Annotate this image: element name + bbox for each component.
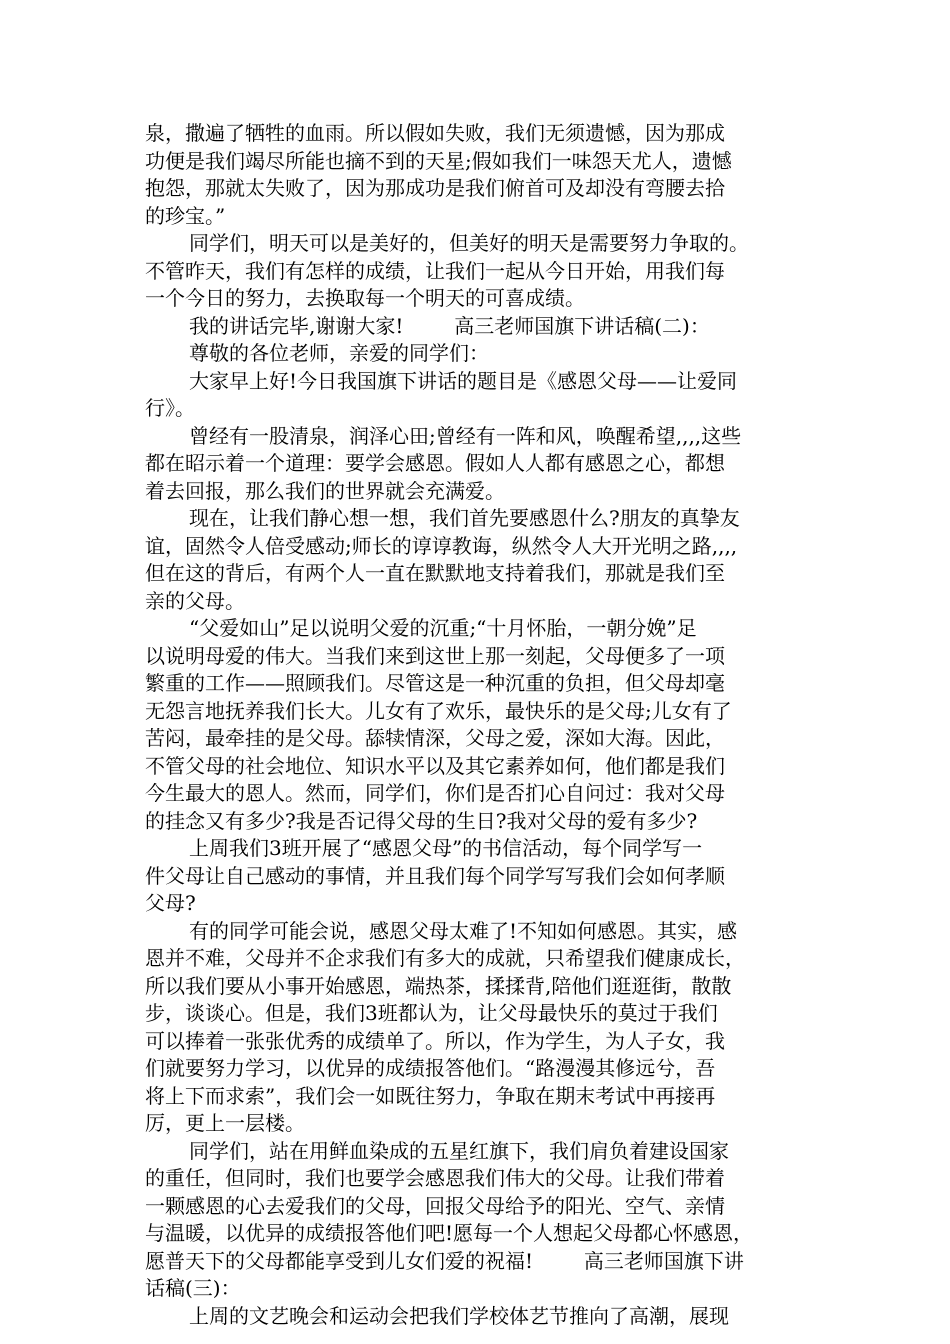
text-line: 上周我们3班开展了“感恩父母”的书信活动，每个同学写一 — [189, 836, 703, 860]
text-line: 的挂念又有多少?我是否记得父母的生日?我对父母的爱有多少? — [145, 808, 698, 833]
text-line: 步，谈谈心。但是，我们3班都认为，让父母最快乐的莫过于我们 — [145, 1001, 718, 1025]
text-line: 有的同学可能会说，感恩父母太难了!不知如何感恩。其实，感 — [189, 918, 738, 943]
text-line: 的重任，但同时，我们也要学会感恩我们伟大的父母。让我们带着 — [145, 1166, 725, 1190]
text-line: 谊，固然令人倍受感动;师长的谆谆教诲，纵然令人大开光明之路,,,, — [145, 533, 738, 558]
text-line: 繁重的工作——照顾我们。尽管这是一种沉重的负担，但父母却毫 — [145, 671, 725, 695]
text-line: 们就要努力学习，以优异的成绩报答他们。“路漫漫其修远兮，吾 — [145, 1056, 716, 1080]
text-line: 愿普天下的父母都能享受到儿女们爱的祝福! 高三老师国旗下讲 — [145, 1248, 744, 1273]
text-line: 亲的父母。 — [145, 588, 245, 613]
text-line: 都在昭示着一个道理：要学会感恩。假如人人都有感恩之心，都想 — [145, 451, 725, 475]
text-line: 着去回报，那么我们的世界就会充满爱。 — [145, 478, 505, 503]
text-line: 我的讲话完毕,谢谢大家! 高三老师国旗下讲话稿(二)： — [189, 313, 710, 338]
text-line: 大家早上好!今日我国旗下讲话的题目是《感恩父母——让爱同 — [189, 368, 738, 393]
text-line: 抱怨，那就太失败了，因为那成功是我们俯首可及却没有弯腰去拾 — [145, 176, 725, 200]
text-line: 可以捧着一张张优秀的成绩单了。所以，作为学生，为人子女，我 — [145, 1028, 725, 1053]
text-line: 所以我们要从小事开始感恩，端热茶，揉揉背,陪他们逛逛街，散散 — [145, 973, 732, 998]
text-line: 件父母让自己感动的事情，并且我们每个同学写写我们会如何孝顺 — [145, 863, 725, 888]
text-line: 厉，更上一层楼。 — [145, 1111, 305, 1135]
text-line: 功便是我们竭尽所能也摘不到的天星;假如我们一味怨天尤人，遗憾 — [145, 148, 732, 173]
text-line: 将上下而求索”，我们会一如既往努力，争取在期末考试中再接再 — [145, 1083, 716, 1108]
text-line: 尊敬的各位老师，亲爱的同学们： — [189, 341, 489, 365]
text-line: 的珍宝。” — [145, 203, 226, 228]
text-line: “父爱如山”足以说明父爱的沉重;“十月怀胎，一朝分娩”足 — [189, 616, 697, 640]
text-line: 今生最大的恩人。然而，同学们，你们是否扪心自问过：我对父母 — [145, 781, 725, 805]
text-line: 与温暖，以优异的成绩报答他们吧!愿每一个人想起父母都心怀感恩， — [145, 1221, 754, 1245]
text-line: 恩并不难，父母并不企求我们有多大的成就，只希望我们健康成长， — [145, 946, 745, 970]
text-line: 父母? — [145, 891, 196, 915]
document-page — [145, 120, 820, 1330]
text-line: 苦闷，最牵挂的是父母。舔犊情深，父母之爱，深如大海。因此， — [145, 726, 725, 750]
text-line: 不管昨天，我们有怎样的成绩，让我们一起从今日开始，用我们每 — [145, 258, 725, 283]
text-line: 一个今日的努力，去换取每一个明天的可喜成绩。 — [145, 286, 585, 310]
text-line: 泉，撒遍了牺牲的血雨。所以假如失败，我们无须遗憾，因为那成 — [145, 121, 725, 145]
text-line: 以说明母爱的伟大。当我们来到这世上那一刻起，父母便多了一项 — [145, 643, 725, 668]
text-line: 无怨言地抚养我们长大。儿女有了欢乐，最快乐的是父母;儿女有了 — [145, 698, 732, 723]
text-line: 一颗感恩的心去爱我们的父母，回报父母给予的阳光、空气、亲情 — [145, 1193, 725, 1218]
text-line: 不管父母的社会地位、知识水平以及其它素养如何，他们都是我们 — [145, 753, 725, 778]
text-line: 但在这的背后，有两个人一直在默默地支持着我们，那就是我们至 — [145, 561, 725, 585]
text-line: 曾经有一股清泉，润泽心田;曾经有一阵和风，唤醒希望,,,,这些 — [189, 423, 742, 448]
text-line: 上周的文艺晚会和运动会把我们学校体艺节推向了高潮，展现 — [189, 1303, 729, 1328]
text-line: 话稿(三)： — [145, 1276, 241, 1300]
text-line: 行》。 — [145, 396, 195, 420]
text-line: 现在，让我们静心想一想，我们首先要感恩什么?朋友的真挚友 — [189, 506, 740, 530]
text-line: 同学们，站在用鲜血染成的五星红旗下，我们肩负着建设国家 — [189, 1138, 729, 1163]
text-line: 同学们，明天可以是美好的，但美好的明天是需要努力争取的。 — [189, 231, 749, 255]
